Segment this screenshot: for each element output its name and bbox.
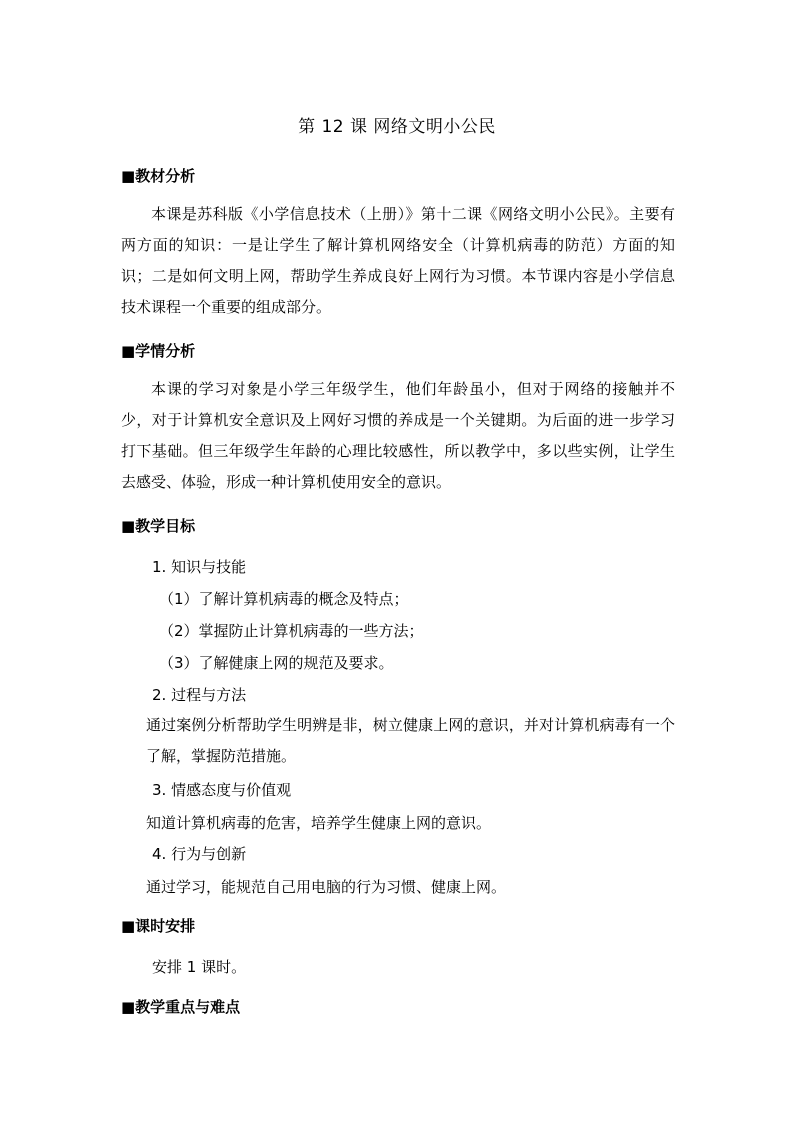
section-heading-students: ■学情分析 (121, 342, 196, 360)
goal-3-text: 知道计算机病毒的危害，培养学生健康上网的意识。 (146, 814, 492, 832)
section-heading-goals: ■教学目标 (121, 517, 196, 535)
student-analysis-paragraph: 本课的学习对象是小学三年级学生，他们年龄虽小，但对于网络的接触并不少，对于计算机安全意识及上网好习惯的养成是一个关键期。为后面的进一步学习打下基础。但三年级学生年龄的心理比较感性，所以教学中，多以些实例，让学生去感受、体验，形成一种计算机使用安全的意识。 (121, 380, 675, 491)
goal-2-text: 通过案例分析帮助学生明辨是非，树立健康上网的意识，并对计算机病毒有一个了解，掌握防范措施。 (146, 716, 675, 765)
textbook-analysis-paragraph: 本课是苏科版《小学信息技术（上册）》第十二课《网络文明小公民》。主要有两方面的知识：一是让学生了解计算机网络安全（计算机病毒的防范）方面的知识；二是如何文明上网，帮助学生养成良好上网行为习惯。本节课内容是小学信息技术课程一个重要的组成部分。 (121, 205, 675, 316)
section-heading-schedule: ■课时安排 (121, 917, 196, 935)
section-heading-textbook: ■教材分析 (121, 167, 196, 185)
goal-3-title: 3. 情感态度与价值观 (152, 781, 292, 799)
schedule-text: 安排 1 课时。 (152, 958, 247, 976)
goal-1-item: （1）了解计算机病毒的概念及特点； (159, 590, 409, 608)
goal-2-title: 2. 过程与方法 (152, 686, 247, 704)
goal-4-title: 4. 行为与创新 (152, 845, 247, 863)
section-heading-keypoints: ■教学重点与难点 (121, 998, 241, 1016)
goal-1-item: （3）了解健康上网的规范及要求。 (159, 654, 394, 672)
document-title: 第 12 课 网络文明小公民 (298, 117, 496, 137)
goal-1-title: 1. 知识与技能 (152, 558, 247, 576)
goal-1-item: （2）掌握防止计算机病毒的一些方法； (159, 622, 424, 640)
goal-4-text: 通过学习，能规范自己用电脑的行为习惯、健康上网。 (146, 878, 507, 896)
